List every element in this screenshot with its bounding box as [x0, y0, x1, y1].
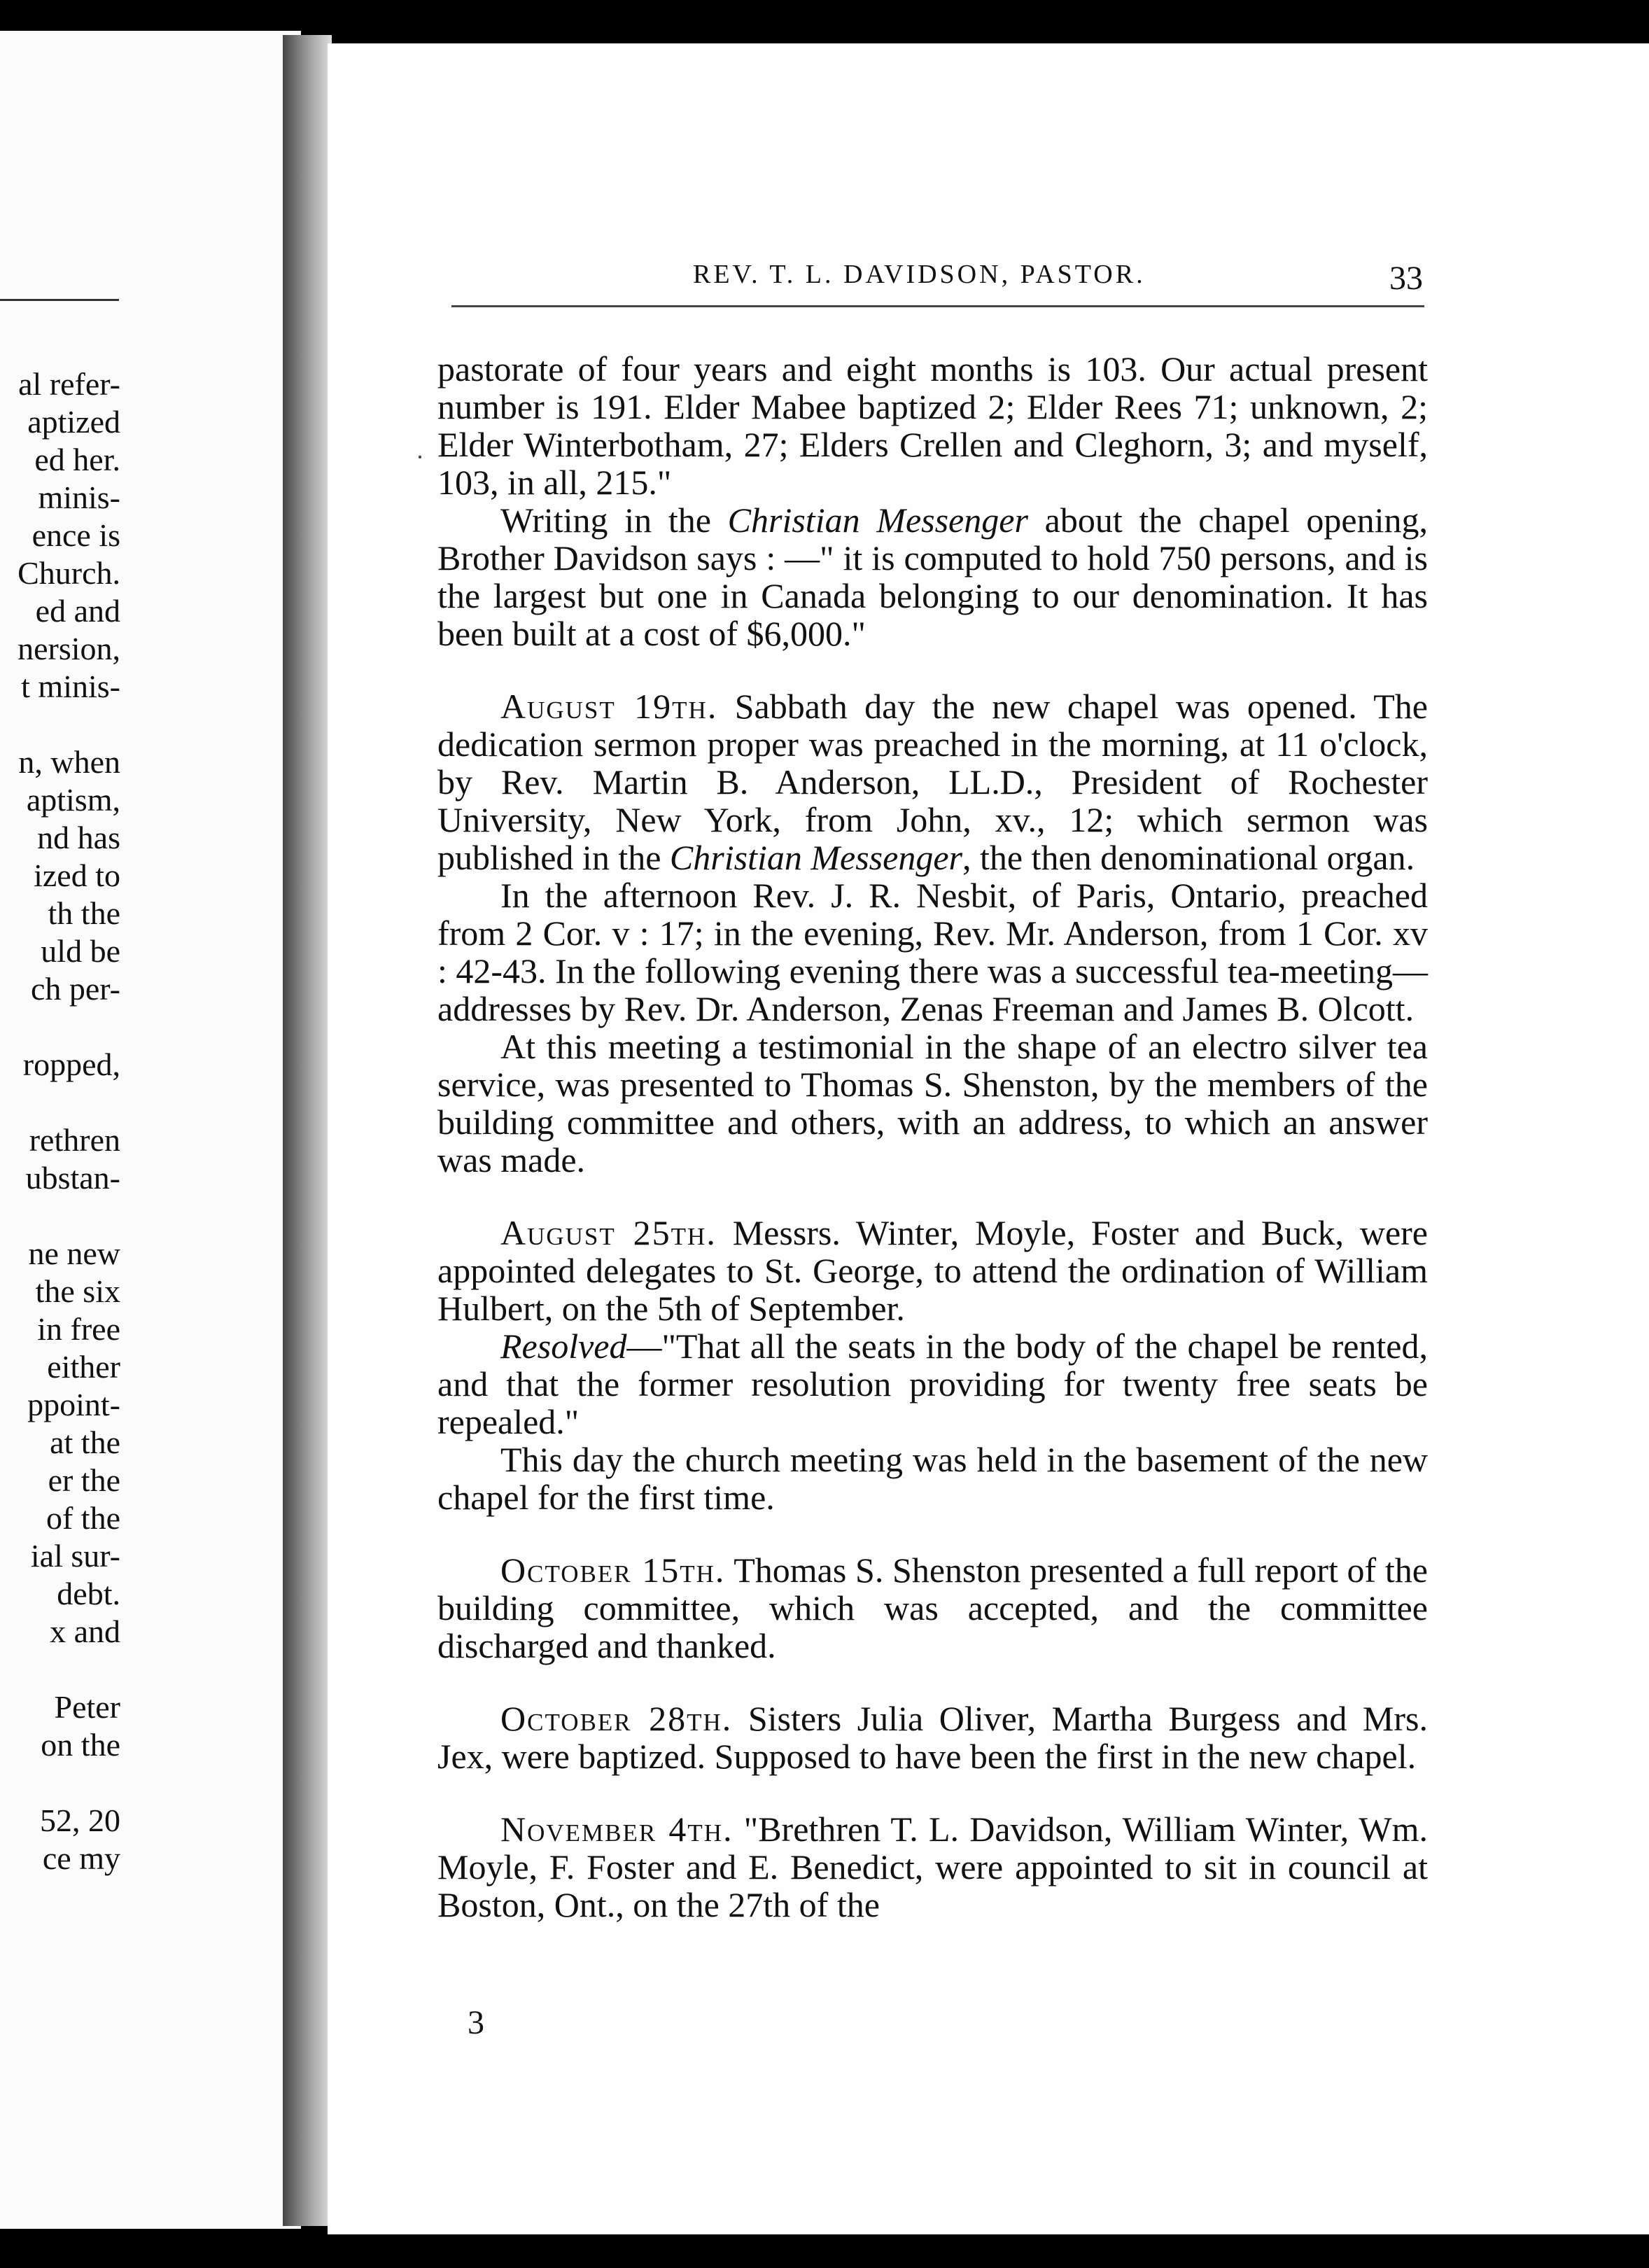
paragraph-text: —"That all the seats in the body of the chapel be rented, and that the former resolution providing for twenty free seats be repealed.": [437, 1326, 1428, 1441]
paragraph-text: In the afternoon Rev. J. R. Nesbit, of Paris, Ontario, preached from 2 Cor. v : 17; in the evening, Rev. Mr. Anderson, from 1 Cor. xv : 42-43. In the following evening there was a successful tea-meeting—addresses by Rev. Dr. Anderson, Zenas Freeman and James B. Olcott.: [437, 876, 1428, 1028]
left-page-line: al refer-: [18, 366, 120, 402]
left-page-line: either: [47, 1349, 120, 1385]
left-page-line: the six: [35, 1273, 120, 1309]
left-page-line: Peter: [54, 1689, 120, 1725]
entry-date: October 15th.: [500, 1550, 726, 1590]
dated-entry: [437, 1214, 1428, 1327]
book-gutter: [283, 35, 332, 2226]
left-page-line: ized to: [34, 858, 120, 893]
periodical-title: Christian Messenger: [727, 500, 1028, 540]
paragraph: [437, 1327, 1428, 1441]
left-page-line: uld be: [41, 933, 120, 969]
left-page-line: ne new: [28, 1236, 120, 1271]
left-page-line: 52, 20: [40, 1802, 120, 1838]
left-page-line: in free: [37, 1311, 120, 1347]
paragraph-text: about the chapel opening, Brother Davidson says : —" it is computed to hold 750 persons, and is the largest but one in Canada belonging to our denomination. It has been built at a cost of $6,000.": [437, 500, 1428, 653]
left-page-line: rethren: [29, 1122, 120, 1158]
left-page-line: ropped,: [22, 1046, 120, 1082]
entry-date: August 25th.: [500, 1213, 717, 1252]
entry-date: August 19th.: [500, 687, 718, 726]
left-page-line: th the: [48, 895, 120, 931]
left-page-line: ed and: [35, 593, 120, 629]
body-text: [437, 350, 1428, 1924]
left-page-rule: [0, 299, 119, 301]
dated-entry: [437, 1551, 1428, 1665]
left-page-line: ppoint-: [27, 1387, 120, 1422]
paragraph: [437, 1028, 1428, 1179]
paragraph-text: Sisters Julia Oliver, Martha Burgess and Mrs. Jex, were baptized. Supposed to have been the first in the new chapel.: [437, 1699, 1428, 1776]
left-page-line: aptized: [27, 404, 120, 440]
dated-entry: [437, 1810, 1428, 1924]
left-page-line: ubstan-: [25, 1160, 120, 1196]
paragraph-text: This day the church meeting was held in the basement of the new chapel for the first time.: [437, 1440, 1428, 1517]
paragraph-text: Sabbath day the new chapel was opened. The dedication sermon proper was preached in the morning, at 11 o'clock, by Rev. Martin B. Anderson, LL.D., President of Rochester University, New York, from John, xv., 12; which sermon was published in the: [437, 687, 1429, 877]
paragraph-text: , the then denominational organ.: [962, 838, 1415, 877]
left-page-line: n, when: [18, 744, 120, 780]
left-page-line: t minis-: [21, 668, 120, 704]
margin-dot: ·: [416, 443, 424, 471]
left-page-line: Church.: [17, 555, 120, 591]
signature-mark: 3: [468, 2004, 484, 2041]
left-page: [0, 31, 301, 2229]
paragraph-text: Writing in the: [500, 500, 728, 540]
header-rule: [451, 305, 1424, 307]
left-page-line: ch per-: [30, 971, 120, 1007]
page-number: 33: [1389, 260, 1423, 297]
left-page-line: debt.: [57, 1576, 120, 1611]
resolved-label: Resolved: [500, 1326, 627, 1366]
left-page-line: nd has: [37, 820, 120, 855]
left-page-line: ce my: [42, 1840, 120, 1876]
dated-entry: [437, 687, 1428, 876]
paragraph: [437, 501, 1428, 652]
left-page-line: ial sur-: [30, 1538, 120, 1574]
dated-entry: [437, 1700, 1428, 1775]
periodical-title: Christian Messenger: [669, 838, 962, 877]
left-page-line: ed her.: [34, 442, 120, 477]
paragraph-text: pastorate of four years and eight months is 103. Our actual present number is 191. Elder Mabee baptized 2; Elder Rees 71; unknown, 2; Elder Winterbotham, 27; Elders Crellen and Cleghorn, 3; and myself, 103, in all, 215.": [437, 349, 1428, 502]
left-page-line: aptism,: [26, 782, 120, 818]
paragraph-text: At this meeting a testimonial in the shape of an electro silver tea service, was presented to Thomas S. Shenston, by the members of the building committee and others, with an address, to which an answer was made.: [437, 1027, 1428, 1180]
left-page-line: of the: [45, 1500, 120, 1536]
left-page-line: x and: [50, 1614, 120, 1649]
paragraph-text: Messrs. Winter, Moyle, Foster and Buck, were appointed delegates to St. George, to attend the ordination of William Hulbert, on the 5th of September.: [437, 1213, 1428, 1328]
paragraph-text: "Brethren T. L. Davidson, William Winter, Wm. Moyle, F. Foster and E. Benedict, were appointed to sit in council at Boston, Ont., on the 27th of the: [437, 1809, 1428, 1924]
left-page-line: at the: [50, 1424, 120, 1460]
left-page-line: on the: [41, 1727, 120, 1763]
paragraph: [437, 876, 1428, 1028]
left-page-line: nersion,: [17, 631, 120, 666]
paragraph: [437, 350, 1428, 501]
paragraph: [437, 1441, 1428, 1516]
left-page-line: minis-: [38, 479, 120, 515]
paragraph-text: Thomas S. Shenston presented a full report of the building committee, which was accepted, and the committee discharged and thanked.: [437, 1550, 1428, 1665]
left-page-line: er the: [48, 1462, 120, 1498]
entry-date: October 28th.: [500, 1699, 733, 1738]
running-title: REV. T. L. DAVIDSON, PASTOR.: [693, 260, 1146, 289]
left-page-line: ence is: [31, 517, 120, 553]
entry-date: November 4th.: [500, 1809, 734, 1849]
